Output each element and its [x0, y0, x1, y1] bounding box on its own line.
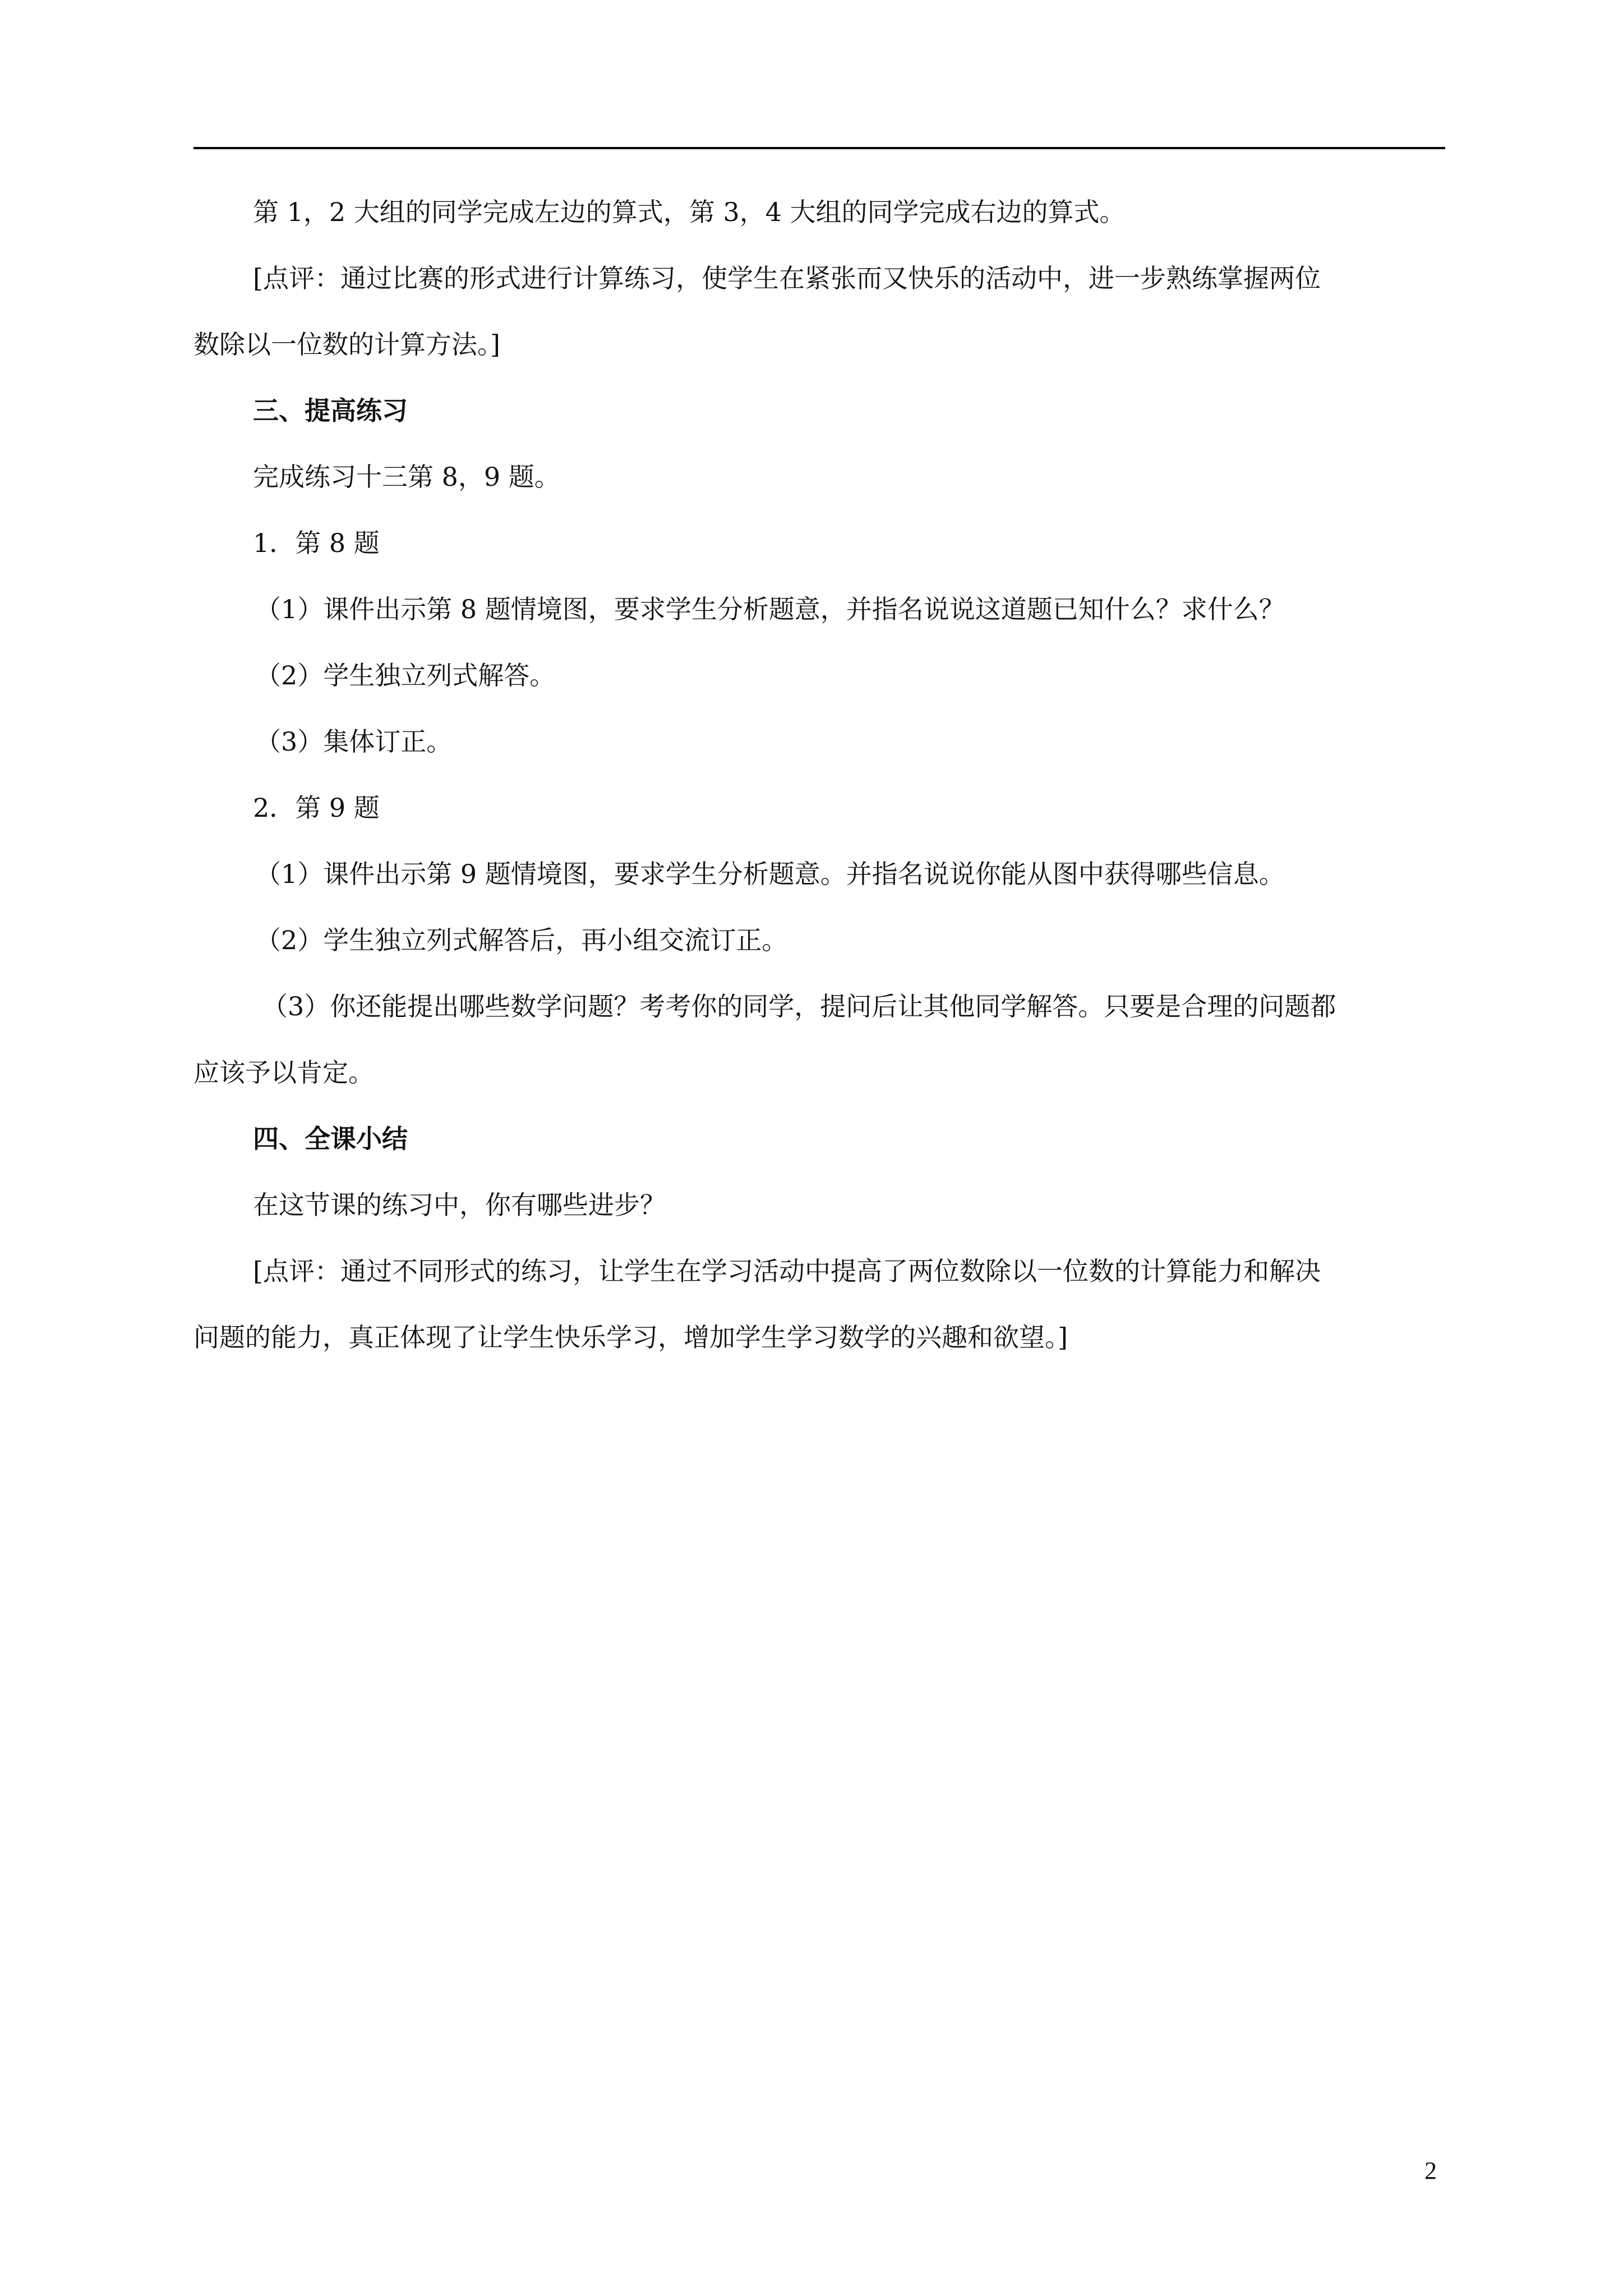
comment-2-line-2: 问题的能力，真正体现了让学生快乐学习，增加学生学习数学的兴趣和欲望。] — [193, 1322, 1068, 1352]
header-rule — [193, 147, 1445, 149]
summary-question: 在这节课的练习中，你有哪些进步？ — [253, 1190, 666, 1220]
page-number: 2 — [1424, 2157, 1437, 2184]
question-9-step-3-line-2: 应该予以肯定。 — [193, 1057, 374, 1088]
question-9-step-2: （2）学生独立列式解答后，再小组交流订正。 — [255, 925, 788, 955]
question-8-step-2: （2）学生独立列式解答。 — [255, 660, 556, 691]
question-8-step-1: （1）课件出示第 8 题情境图，要求学生分析题意，并指名说说这道题已知什么？求什么？ — [255, 594, 1285, 624]
exercise-intro: 完成练习十三第 8，9 题。 — [253, 462, 560, 492]
question-9-step-3-line-1: （3）你还能提出哪些数学问题？考考你的同学，提问后让其他同学解答。只要是合理的问题都 — [262, 991, 1336, 1022]
section-heading-summary: 四、全课小结 — [253, 1124, 408, 1154]
comment-1-line-1: [点评：通过比赛的形式进行计算练习，使学生在紧张而又快乐的活动中，进一步熟练掌握两位 — [253, 263, 1321, 293]
question-8-title: 1．第 8 题 — [253, 528, 380, 558]
question-9-step-1: （1）课件出示第 9 题情境图，要求学生分析题意。并指名说说你能从图中获得哪些信息。 — [255, 859, 1285, 889]
paragraph-group-assignment: 第 1，2 大组的同学完成左边的算式，第 3，4 大组的同学完成右边的算式。 — [253, 197, 1126, 227]
comment-2-line-1: [点评：通过不同形式的练习，让学生在学习活动中提高了两位数除以一位数的计算能力和解决 — [253, 1256, 1321, 1286]
page-body — [193, 199, 1445, 1391]
comment-1-line-2: 数除以一位数的计算方法。] — [193, 329, 500, 360]
question-9-title: 2．第 9 题 — [253, 793, 380, 823]
question-8-step-3: （3）集体订正。 — [255, 726, 453, 757]
section-heading-improve-practice: 三、提高练习 — [253, 395, 408, 426]
